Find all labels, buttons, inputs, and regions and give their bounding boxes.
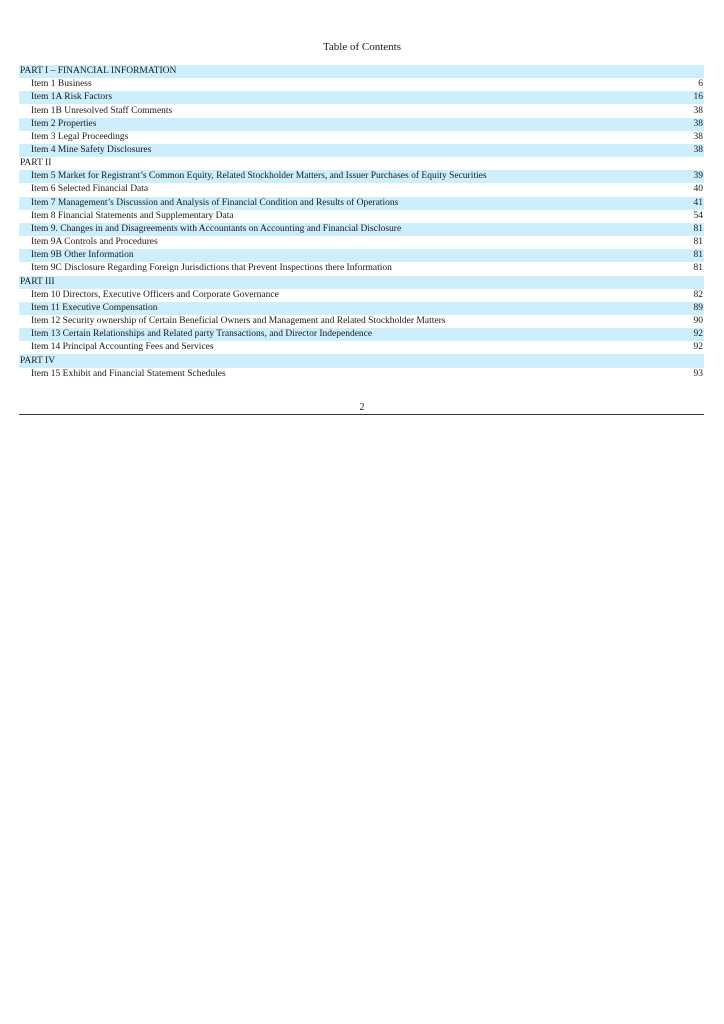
- toc-entry-link[interactable]: Item 4 Mine Safety Disclosures: [31, 145, 152, 156]
- toc-entry-link[interactable]: Item 9C Disclosure Regarding Foreign Jurisdictions that Prevent Inspections there Information: [31, 263, 392, 274]
- toc-entry-link[interactable]: Item 6 Selected Financial Data: [31, 184, 149, 195]
- toc-page-number: 92: [693, 342, 703, 353]
- toc-page-number: 38: [693, 118, 703, 129]
- toc-entry[interactable]: [19, 104, 704, 117]
- toc-page-number: 40: [693, 184, 703, 195]
- toc-entry-link[interactable]: Item 9B Other Information: [31, 250, 134, 261]
- toc-page-number: 38: [693, 131, 703, 142]
- toc-entry[interactable]: [19, 210, 704, 223]
- toc-entry[interactable]: [19, 368, 704, 381]
- toc-page-number: 6: [698, 79, 703, 90]
- toc-entry[interactable]: [19, 341, 704, 354]
- page-title: Table of Contents: [322, 41, 402, 53]
- toc-entry-link[interactable]: Item 5 Market for Registrant’s Common Equity, Related Stockholder Matters, and Issuer Purchases of Equity Securities: [31, 171, 487, 182]
- toc-page-number: 41: [693, 197, 703, 208]
- toc-entry-link[interactable]: Item 9. Changes in and Disagreements with Accountants on Accounting and Financial Disclosure: [31, 223, 402, 234]
- toc-entry-link[interactable]: Item 2 Properties: [31, 118, 97, 129]
- toc-page-number: 90: [693, 316, 703, 327]
- toc-page-number: 82: [693, 289, 703, 300]
- toc-entry-link[interactable]: Item 12 Security ownership of Certain Beneficial Owners and Management and Related Stockholder Matters: [31, 316, 446, 327]
- toc-entry-link[interactable]: Item 10 Directors, Executive Officers and Corporate Governance: [31, 289, 279, 300]
- toc-entry-link[interactable]: Item 1A Risk Factors: [31, 92, 113, 103]
- toc-entry[interactable]: [19, 315, 704, 328]
- toc-entry[interactable]: [19, 289, 704, 302]
- toc-entry[interactable]: [19, 223, 704, 236]
- toc-part-label[interactable]: PART II: [20, 158, 52, 169]
- toc-page-number: 38: [693, 145, 703, 156]
- toc-entry[interactable]: [19, 249, 704, 262]
- toc-part-heading[interactable]: [19, 276, 704, 289]
- toc-entry-link[interactable]: Item 1B Unresolved Staff Comments: [31, 105, 173, 116]
- toc-part-heading[interactable]: [19, 65, 704, 78]
- toc-page-number: 81: [693, 250, 703, 261]
- toc-part-label[interactable]: PART I – FINANCIAL INFORMATION: [20, 66, 177, 77]
- toc-entry-link[interactable]: Item 14 Principal Accounting Fees and Services: [31, 342, 214, 353]
- toc-entry[interactable]: [19, 302, 704, 315]
- toc-page-number: 81: [693, 237, 703, 248]
- toc-part-label[interactable]: PART III: [20, 276, 55, 287]
- toc-page-number: 54: [693, 210, 703, 221]
- toc-entry[interactable]: [19, 236, 704, 249]
- toc-entry-link[interactable]: Item 15 Exhibit and Financial Statement Schedules: [31, 368, 226, 379]
- toc-entry-link[interactable]: Item 7 Management’s Discussion and Analysis of Financial Condition and Results of Operations: [31, 197, 399, 208]
- toc-entry[interactable]: [19, 131, 704, 144]
- toc-entry-link[interactable]: Item 8 Financial Statements and Supplementary Data: [31, 210, 234, 221]
- toc-part-label[interactable]: PART IV: [20, 355, 56, 366]
- toc-entry[interactable]: [19, 197, 704, 210]
- toc-entry[interactable]: [19, 328, 704, 341]
- toc-entry[interactable]: [19, 118, 704, 131]
- toc-entry-link[interactable]: Item 3 Legal Proceedings: [31, 131, 129, 142]
- toc-entry[interactable]: [19, 262, 704, 275]
- toc-page-number: 16: [693, 92, 703, 103]
- toc-page-number: 92: [693, 329, 703, 340]
- toc-entry[interactable]: [19, 91, 704, 104]
- toc-entry-link[interactable]: Item 9A Controls and Procedures: [31, 237, 158, 248]
- toc-page-number: 81: [693, 223, 703, 234]
- table-of-contents: [19, 65, 704, 381]
- toc-page-number: 81: [693, 263, 703, 274]
- footer-rule: [19, 414, 704, 415]
- toc-entry[interactable]: [19, 144, 704, 157]
- toc-entry[interactable]: [19, 183, 704, 196]
- toc-entry-link[interactable]: Item 11 Executive Compensation: [31, 302, 158, 313]
- toc-part-heading[interactable]: [19, 157, 704, 170]
- toc-page-number: 93: [693, 368, 703, 379]
- toc-part-heading[interactable]: [19, 354, 704, 367]
- toc-entry[interactable]: [19, 78, 704, 91]
- toc-entry-link[interactable]: Item 13 Certain Relationships and Related party Transactions, and Director Independence: [31, 329, 373, 340]
- page-number: 2: [359, 402, 365, 413]
- toc-page-number: 39: [693, 171, 703, 182]
- toc-entry[interactable]: [19, 170, 704, 183]
- toc-page-number: 38: [693, 105, 703, 116]
- toc-entry-link[interactable]: Item 1 Business: [31, 79, 92, 90]
- toc-page-number: 89: [693, 302, 703, 313]
